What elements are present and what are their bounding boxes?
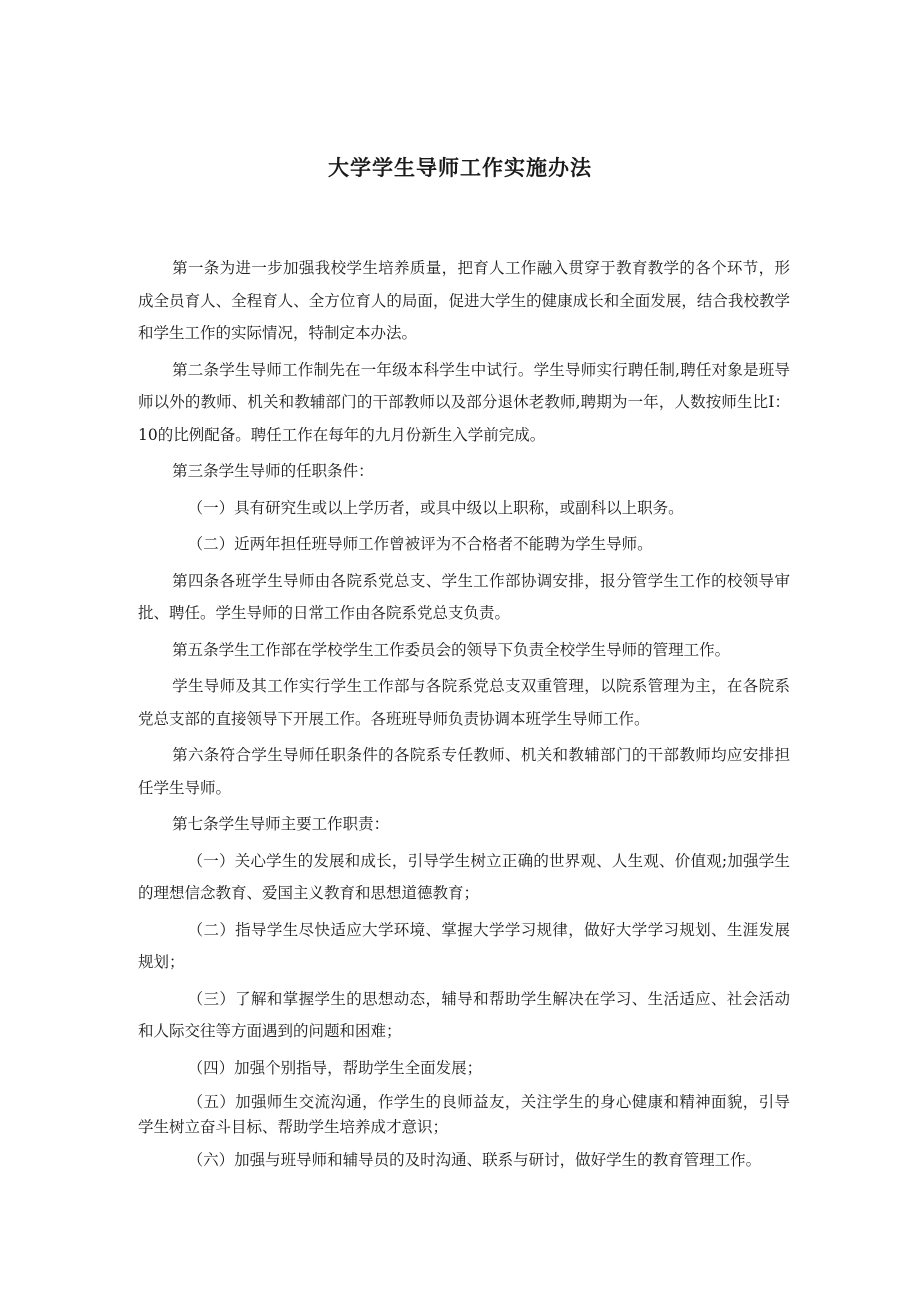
document-body — [138, 252, 790, 1181]
paragraph-article-2: 第二条学生导师工作制先在一年级本科学生中试行。学生导师实行聘任制,聘任对象是班导师以外的教师、机关和教辅部门的干部教师以及部分退休老教师,聘期为一年，人数按师生比I：10的比例配备。聘任工作在每年的九月份新生入学前完成。 — [138, 360, 790, 444]
paragraph-article-7-item-4: （四）加强个别指导，帮助学生全面发展； — [187, 1058, 483, 1077]
document-title: 大学学生导师工作实施办法 — [328, 156, 592, 180]
paragraph-article-7-item-1: （一）关心学生的发展和成长，引导学生树立正确的世界观、人生观、价值观;加强学生的理想信念教育、爱国主义教育和思想道德教育； — [138, 851, 790, 902]
paragraph-article-4: 第四条各班学生导师由各院系党总支、学生工作部协调安排，报分管学生工作的校领导审批、聘任。学生导师的日常工作由各院系党总支负责。 — [138, 571, 790, 622]
paragraph-article-5: 第五条学生工作部在学校学生工作委员会的领导下负责全校学生导师的管理工作。 — [172, 640, 731, 659]
paragraph-article-7: 第七条学生导师主要工作职责： — [172, 815, 390, 833]
paragraph-article-7-item-2: （二）指导学生尽快适应大学环境、掌握大学学习规律，做好大学学习规划、生涯发展规划； — [138, 920, 790, 971]
paragraph-article-7-item-3: （三）了解和掌握学生的思想动态，辅导和帮助学生解决在学习、生活适应、社会活动和人际交往等方面遇到的问题和困难； — [138, 989, 790, 1040]
paragraph-article-7-item-5: （五）加强师生交流沟通，作学生的良师益友，关注学生的身心健康和精神面貌，引导学生树立奋斗目标、帮助学生培养成才意识； — [138, 1093, 790, 1136]
paragraph-article-6: 第六条符合学生导师任职条件的各院系专任教师、机关和教辅部门的干部教师均应安排担任学生导师。 — [138, 746, 790, 797]
paragraph-article-3: 第三条学生导师的任职条件： — [172, 462, 374, 480]
paragraph-article-3-item-1: （一）具有研究生或以上学历者，或具中级以上职称，或副科以上职务。 — [187, 498, 684, 517]
paragraph-article-7-item-6: （六）加强与班导师和辅导员的及时沟通、联系与研讨，做好学生的教育管理工作。 — [187, 1151, 762, 1169]
paragraph-article-5-continued: 学生导师及其工作实行学生工作部与各院系党总支双重管理，以院系管理为主，在各院系党总支部的直接领导下开展工作。各班班导师负责协调本班学生导师工作。 — [138, 677, 790, 728]
paragraph-article-1: 第一条为进一步加强我校学生培养质量，把育人工作融入贯穿于教育教学的各个环节，形成全员育人、全程育人、全方位育人的局面，促进大学生的健康成长和全面发展，结合我校教学和学生工作的实际情况，特制定本办法。 — [138, 259, 790, 342]
paragraph-article-3-item-2: （二）近两年担任班导师工作曾被评为不合格者不能聘为学生导师。 — [187, 535, 653, 553]
